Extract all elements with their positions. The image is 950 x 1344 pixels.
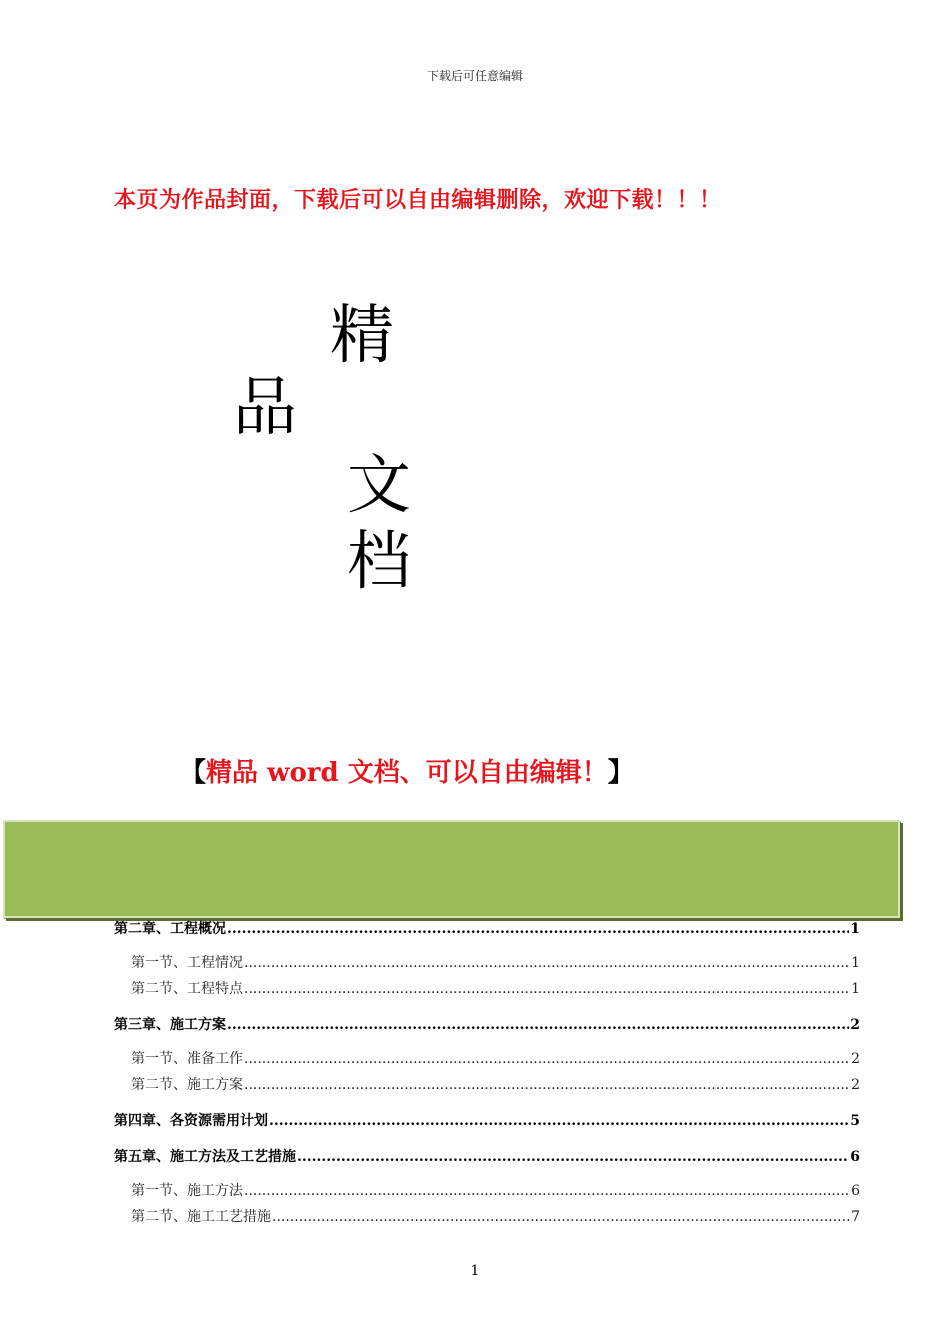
- toc-section-5-1[interactable]: [114, 1180, 860, 1200]
- toc-leader: [244, 955, 850, 971]
- title-char-1: 精: [330, 299, 394, 373]
- toc-label: 第五章、施工方法及工艺措施: [114, 1149, 296, 1165]
- toc-leader: [227, 1017, 849, 1033]
- title-char-2: 品: [233, 371, 297, 445]
- toc-label: 第二章、工程概况: [114, 921, 226, 937]
- toc-page: 6: [850, 1149, 860, 1165]
- toc-section-2-1[interactable]: [114, 952, 860, 972]
- title-char-3: 文: [347, 449, 411, 523]
- toc-section-3-1[interactable]: [114, 1048, 860, 1068]
- toc-page: 1: [851, 955, 860, 971]
- toc-label: 第二节、施工工艺措施: [131, 1209, 271, 1225]
- toc-label: 第三章、施工方案: [114, 1017, 226, 1033]
- toc-chapter-2[interactable]: [114, 918, 860, 938]
- toc-label: 第二节、施工方案: [131, 1077, 243, 1093]
- toc-leader: [244, 1051, 850, 1067]
- toc-leader: [227, 921, 849, 937]
- toc-page: 5: [850, 1113, 860, 1129]
- tagline: [180, 752, 780, 789]
- tagline-close-bracket: 】: [607, 758, 634, 788]
- toc-leader: [272, 1209, 850, 1225]
- toc-leader: [244, 981, 850, 997]
- toc-chapter-4[interactable]: [114, 1110, 860, 1130]
- toc-label: 第四章、各资源需用计划: [114, 1113, 268, 1129]
- toc-chapter-3[interactable]: [114, 1014, 860, 1034]
- toc-leader: [244, 1077, 850, 1093]
- toc-chapter-5[interactable]: [114, 1146, 860, 1166]
- toc-label: 第一节、施工方法: [131, 1183, 243, 1199]
- toc-page: 1: [850, 921, 860, 937]
- toc-leader: [269, 1113, 849, 1129]
- toc-section-5-2[interactable]: [114, 1206, 860, 1226]
- page-header-note: 下载后可任意编辑: [426, 69, 523, 83]
- toc-leader: [297, 1149, 849, 1165]
- cover-notice: 本页为作品封面，下载后可以自由编辑删除，欢迎下载！！！: [114, 187, 722, 213]
- tagline-text: 精品 word 文档、可以自由编辑！: [206, 758, 608, 788]
- toc-section-2-2[interactable]: [114, 978, 860, 998]
- toc-page: 2: [851, 1077, 860, 1093]
- toc-section-3-2[interactable]: [114, 1074, 860, 1094]
- green-banner: [3, 820, 900, 918]
- toc-label: 第一节、工程情况: [131, 955, 243, 971]
- toc-page: 6: [851, 1183, 860, 1199]
- toc-page: 1: [851, 981, 860, 997]
- table-of-contents: [114, 914, 860, 1226]
- page-number: 1: [470, 1263, 480, 1279]
- toc-label: 第二节、工程特点: [131, 981, 243, 997]
- toc-page: 2: [851, 1051, 860, 1067]
- title-char-4: 档: [347, 525, 411, 599]
- tagline-open-bracket: 【: [180, 758, 207, 788]
- toc-page: 7: [851, 1209, 860, 1225]
- toc-page: 2: [850, 1017, 860, 1033]
- toc-leader: [244, 1183, 850, 1199]
- toc-label: 第一节、准备工作: [131, 1051, 243, 1067]
